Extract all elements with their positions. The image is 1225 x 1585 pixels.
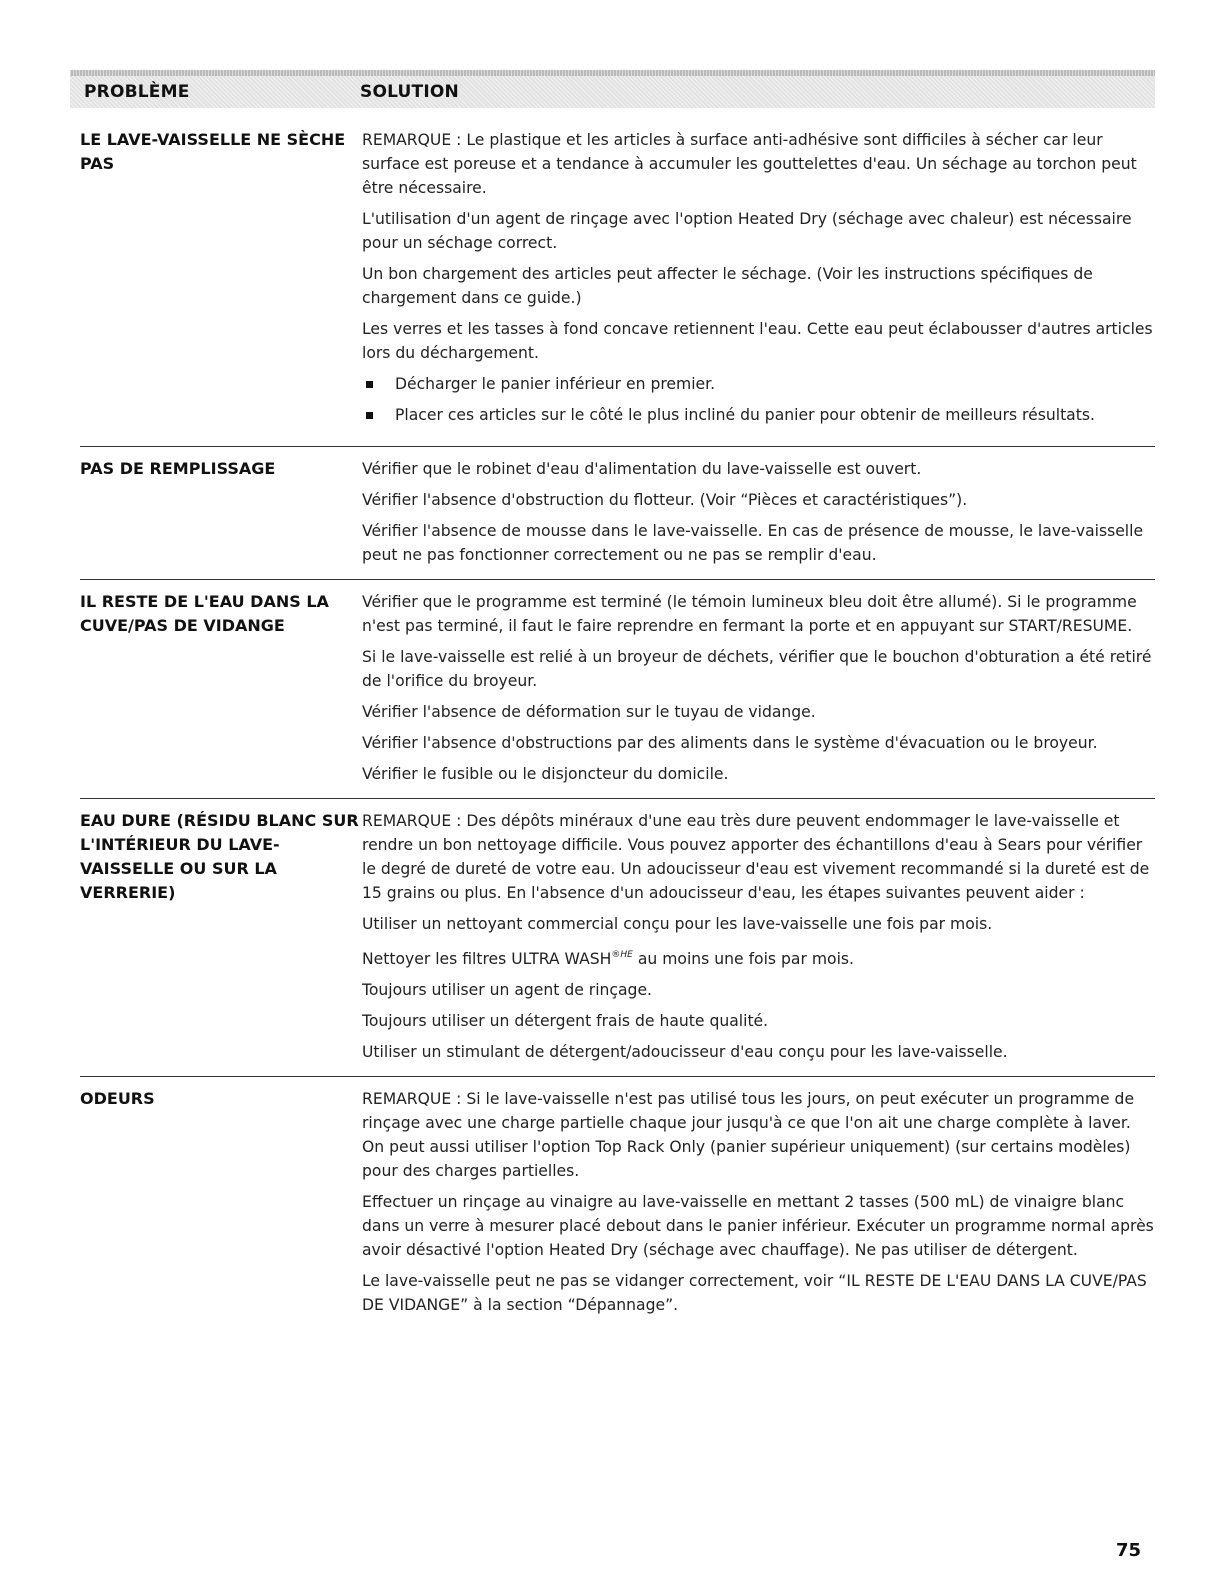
solution-paragraph: Vérifier l'absence d'obstructions par des aliments dans le système d'évacuation ou le broyeur. (362, 734, 1098, 752)
solution-paragraph: Un bon chargement des articles peut affecter le séchage. (Voir les instructions spécifiques de chargement dans ce guide.) (362, 265, 1093, 307)
solution-paragraph: REMARQUE : Des dépôts minéraux d'une eau très dure peuvent endommager le lave-vaisselle et rendre un bon nettoyage difficile. Vous pouvez apporter des échantillons d'eau à Sears pour vérifier le degré de dureté de votre eau. Un adoucisseur d'eau est vivement recommandé si la dureté est de 15 grains ou plus. En l'absence d'un adoucisseur d'eau, les étapes suivantes peuvent aider : (362, 812, 1150, 902)
solution-paragraph: Vérifier le fusible ou le disjoncteur du domicile. (362, 765, 729, 783)
solution-paragraph: Effectuer un rinçage au vinaigre au lave-vaisselle en mettant 2 tasses (500 mL) de vinaigre blanc dans un verre à mesurer placé debout dans le panier inférieur. Exécuter un programme normal après avoir désactivé l'option Heated Dry (séchage avec chauffage). Ne pas utiliser de détergent. (362, 1193, 1154, 1259)
bullet-item (362, 372, 1155, 396)
solution-paragraph: Utiliser un nettoyant commercial conçu pour les lave-vaisselle une fois par mois. (362, 915, 993, 933)
solution-cell (362, 1087, 1155, 1317)
problem-cell: LE LAVE-VAISSELLE NE SÈCHE PAS (80, 130, 346, 173)
header-problem: PROBLÈME (84, 82, 190, 102)
table-header (70, 70, 1155, 108)
square-bullet-icon (366, 381, 373, 388)
solution-paragraph: Le lave-vaisselle peut ne pas se vidanger correctement, voir “IL RESTE DE L'EAU DANS LA CUVE/PAS DE VIDANGE” à la section “Dépannage”. (362, 1272, 1147, 1314)
solution-cell (362, 457, 1155, 567)
troubleshooting-table (80, 128, 1155, 1317)
solution-paragraph: Vérifier l'absence d'obstruction du flotteur. (Voir “Pièces et caractéristiques”). (362, 491, 968, 509)
table-row (80, 446, 1155, 567)
solution-paragraph: Les verres et les tasses à fond concave retiennent l'eau. Cette eau peut éclabousser d'autres articles lors du déchargement. (362, 320, 1153, 362)
bullet-text: Décharger le panier inférieur en premier. (395, 375, 716, 393)
ultra-wash-text-before: Nettoyer les filtres ULTRA WASH (362, 950, 612, 968)
table-row (80, 1076, 1155, 1317)
bullet-text: Placer ces articles sur le côté le plus incliné du panier pour obtenir de meilleurs résultats. (395, 406, 1095, 424)
solution-cell (362, 809, 1155, 1064)
problem-cell: ODEURS (80, 1089, 155, 1108)
ultra-wash-mark: ®HE (611, 950, 633, 960)
solution-paragraph-ultra-wash (362, 943, 1155, 971)
solution-paragraph: Toujours utiliser un agent de rinçage. (362, 981, 653, 999)
solution-paragraph: REMARQUE : Le plastique et les articles à surface anti-adhésive sont difficiles à sécher car leur surface est poreuse et a tendance à accumuler les gouttelettes d'eau. Un séchage au torchon peut être nécessaire. (362, 131, 1137, 197)
table-row (80, 579, 1155, 786)
solution-cell (362, 590, 1155, 786)
page-number: 75 (1115, 1540, 1141, 1561)
solution-paragraph: Vérifier que le robinet d'eau d'alimentation du lave-vaisselle est ouvert. (362, 460, 922, 478)
solution-paragraph: Utiliser un stimulant de détergent/adoucisseur d'eau conçu pour les lave-vaisselle. (362, 1043, 1008, 1061)
solution-cell (362, 128, 1155, 434)
solution-paragraph: Toujours utiliser un détergent frais de haute qualité. (362, 1012, 769, 1030)
table-row (80, 128, 1155, 434)
solution-paragraph: Vérifier que le programme est terminé (le témoin lumineux bleu doit être allumé). Si le programme n'est pas terminé, il faut le faire reprendre en fermant la porte et en appuyant sur START/RESUME. (362, 593, 1137, 635)
bullet-item (362, 403, 1155, 427)
problem-cell: PAS DE REMPLISSAGE (80, 459, 276, 478)
problem-cell: EAU DURE (RÉSIDU BLANC SUR L'INTÉRIEUR DU LAVE-VAISSELLE OU SUR LA VERRERIE) (80, 811, 359, 902)
problem-cell: IL RESTE DE L'EAU DANS LA CUVE/PAS DE VIDANGE (80, 592, 329, 635)
table-row (80, 798, 1155, 1064)
header-solution: SOLUTION (360, 82, 459, 102)
solution-paragraph: Si le lave-vaisselle est relié à un broyeur de déchets, vérifier que le bouchon d'obturation a été retiré de l'orifice du broyeur. (362, 648, 1152, 690)
solution-paragraph: L'utilisation d'un agent de rinçage avec l'option Heated Dry (séchage avec chaleur) est nécessaire pour un séchage correct. (362, 210, 1132, 252)
solution-paragraph: REMARQUE : Si le lave-vaisselle n'est pas utilisé tous les jours, on peut exécuter un programme de rinçage avec une charge partielle chaque jour jusqu'à ce que l'on ait une charge complète à laver. On peut aussi utiliser l'option Top Rack Only (panier supérieur uniquement) (sur certains modèles) pour des charges partielles. (362, 1090, 1135, 1180)
ultra-wash-text-after: au moins une fois par mois. (632, 950, 854, 968)
solution-paragraph: Vérifier l'absence de déformation sur le tuyau de vidange. (362, 703, 816, 721)
solution-paragraph: Vérifier l'absence de mousse dans le lave-vaisselle. En cas de présence de mousse, le lave-vaisselle peut ne pas fonctionner correctement ou ne pas se remplir d'eau. (362, 522, 1144, 564)
square-bullet-icon (366, 412, 373, 419)
